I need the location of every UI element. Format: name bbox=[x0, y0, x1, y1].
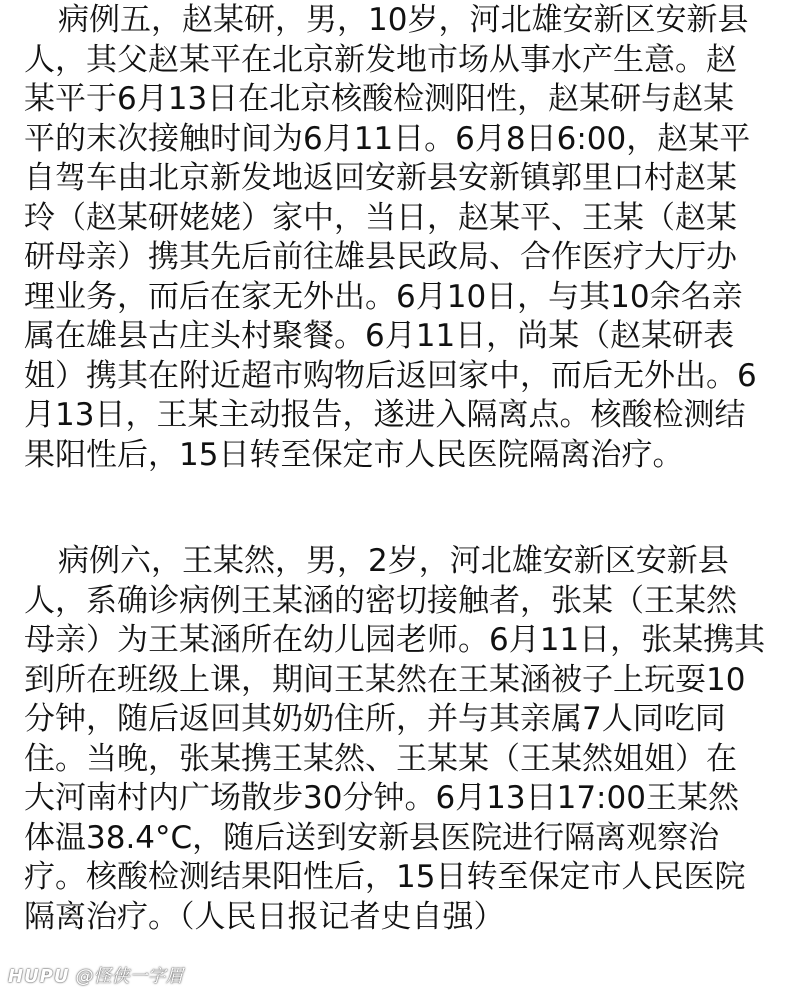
text-line: 母亲）为王某涵所在幼儿园老师。6月11日，张某携其 bbox=[24, 622, 766, 658]
text-line: 平的末次接触时间为6月11日。6月8日6:00，赵某平 bbox=[24, 120, 751, 157]
text-line: 分钟，随后返回其奶奶住所，并与其亲属7人同吃同 bbox=[24, 701, 726, 737]
text-line: 病例六，王某然，男，2岁，河北雄安新区安新县 bbox=[58, 543, 729, 579]
text-line: 体温38.4°C，随后送到安新县医院进行隔离观察治 bbox=[24, 819, 720, 856]
text-line: 研母亲）携其先后前往雄县民政局、合作医疗大厅办 bbox=[24, 239, 737, 275]
text-line: 人，其父赵某平在北京新发地市场从事水产生意。赵 bbox=[24, 41, 737, 78]
text-line: 理业务，而后在家无外出。6月10日，与其10余名亲 bbox=[24, 278, 743, 315]
text-line: 月13日，王某主动报告，遂进入隔离点。核酸检测结 bbox=[24, 397, 746, 433]
text-line: 果阳性后，15日转至保定市人民医院隔离治疗。 bbox=[24, 436, 684, 473]
text-line: 到所在班级上课，期间王某然在王某涵被子上玩耍10 bbox=[24, 661, 746, 698]
watermark-handle: @怪侠一字眉 bbox=[75, 966, 184, 987]
text-line: 隔离治疗。（人民日报记者史自强） bbox=[24, 898, 505, 935]
text-line: 自驾车由北京新发地返回安新县安新镇郭里口村赵某 bbox=[24, 160, 737, 196]
text-line: 某平于6月13日在北京核酸检测阳性，赵某研与赵某 bbox=[24, 81, 735, 117]
paragraph-case-five bbox=[0, 1, 800, 475]
text-line: 人，系确诊病例王某涵的密切接触者，张某（王某然 bbox=[24, 582, 737, 619]
watermark-brand: HUPU bbox=[8, 966, 70, 987]
text-line: 属在雄县古庄头村聚餐。6月11日，尚某（赵某研表 bbox=[24, 318, 735, 354]
text-line: 住。当晚，张某携王某然、王某某（王某然姐姐）在 bbox=[24, 740, 737, 777]
text-line: 大河南村内广场散步30分钟。6月13日17:00王某然 bbox=[24, 780, 739, 816]
watermark bbox=[8, 962, 184, 988]
paragraph-case-six bbox=[0, 542, 800, 937]
text-line: 姐）携其在附近超市购物后返回家中，而后无外出。6 bbox=[24, 357, 757, 394]
text-line: 疗。核酸检测结果阳性后，15日转至保定市人民医院 bbox=[24, 859, 746, 895]
text-line: 病例五，赵某研，男，10岁，河北雄安新区安新县 bbox=[58, 2, 749, 38]
text-line: 玲（赵某研姥姥）家中，当日，赵某平、王某（赵某 bbox=[24, 199, 737, 236]
